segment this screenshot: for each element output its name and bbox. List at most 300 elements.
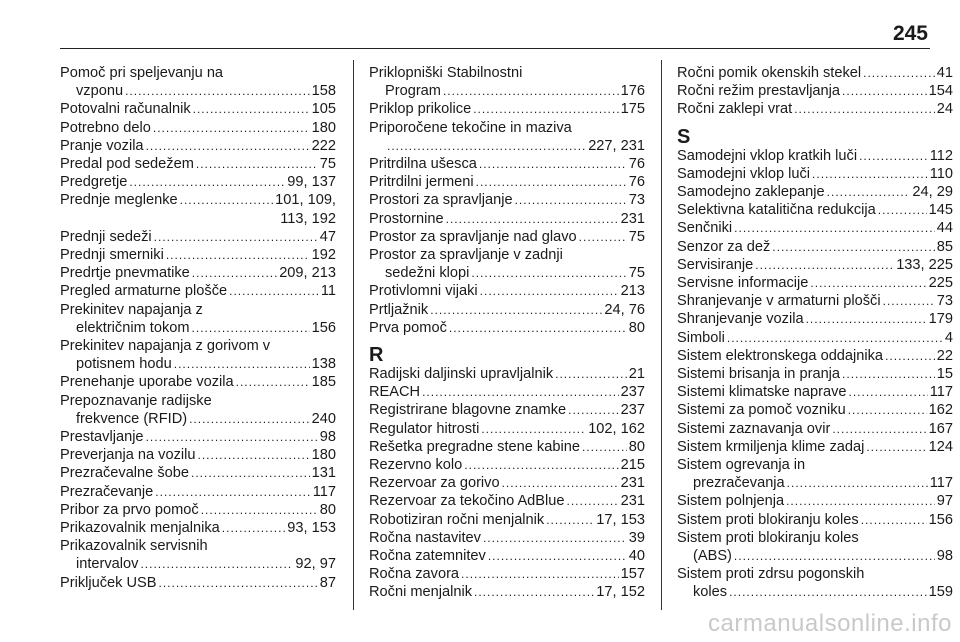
- entry-row: [60, 319, 336, 337]
- index-entry: [369, 529, 645, 547]
- entry-label: Predal pod sedežem: [60, 156, 194, 173]
- index-entry: [677, 82, 953, 100]
- dot-leader: [579, 228, 627, 246]
- entry-pages: 157: [620, 566, 645, 583]
- entry-label: Potovalni računalnik: [60, 101, 191, 118]
- entry-pages: 11: [320, 283, 336, 300]
- entry-pages: 117: [312, 483, 336, 500]
- entry-row: [677, 383, 953, 401]
- entry-label: Sistemi zaznavanja ovir: [677, 420, 831, 437]
- index-entry: [369, 301, 645, 319]
- entry-row: [60, 137, 336, 155]
- entry-pages: 131: [311, 465, 336, 482]
- index-entry: [369, 420, 645, 438]
- dot-leader: [555, 365, 627, 383]
- dot-leader: [772, 238, 934, 256]
- entry-pages: 227, 231: [588, 137, 645, 154]
- dot-leader: [443, 82, 619, 100]
- index-entry: [677, 219, 953, 237]
- index-entry: [369, 119, 645, 155]
- dot-leader: [866, 438, 926, 456]
- entry-label: Ročna zatemnitev: [369, 548, 486, 565]
- index-entry: [369, 401, 645, 419]
- index-entry: [369, 64, 645, 100]
- dot-leader: [471, 264, 626, 282]
- dot-leader: [546, 511, 594, 529]
- index-entry: [60, 173, 336, 191]
- watermark: carmanualsonline.info: [708, 610, 952, 637]
- index-entry: [60, 501, 336, 519]
- entry-row: [369, 137, 645, 155]
- entry-row: [677, 347, 953, 365]
- dot-leader: [842, 82, 927, 100]
- entry-label: Prikazovalnik menjalnika: [60, 520, 220, 537]
- index-entry: [369, 383, 645, 401]
- entry-label: Sistem elektronskega oddajnika: [677, 347, 884, 364]
- index-entry: [369, 246, 645, 282]
- entry-pages: 156: [311, 319, 336, 336]
- entry-label: Samodejni vklop kratkih luči: [677, 147, 858, 164]
- entry-pages-continuation: 113, 192: [280, 210, 336, 227]
- index-entry: [677, 365, 953, 383]
- entry-label: Pranje vozila: [60, 137, 144, 154]
- entry-label: Prednji smerniki: [60, 247, 164, 264]
- dot-leader: [806, 310, 927, 328]
- entry-label: REACH: [369, 384, 421, 401]
- entry-label: Radijski daljinski upravljalnik: [369, 366, 554, 383]
- index-entry: [60, 519, 336, 537]
- dot-leader: [236, 373, 310, 391]
- entry-row: [677, 100, 953, 118]
- entry-pages: 17, 153: [596, 511, 645, 528]
- index-entry: [369, 492, 645, 510]
- entry-row: [369, 82, 645, 100]
- entry-row: [60, 155, 336, 173]
- entry-label: prezračevanja: [693, 475, 785, 492]
- entry-row: [60, 119, 336, 137]
- index-entry: [677, 310, 953, 328]
- index-entry: [677, 401, 953, 419]
- entry-label: Ročni menjalnik: [369, 584, 473, 601]
- section-letter: R: [369, 344, 384, 367]
- entry-label: Pritrdilna ušesca: [369, 156, 477, 173]
- entry-pages: 15: [936, 366, 953, 383]
- dot-leader: [734, 219, 935, 237]
- dot-leader: [755, 256, 894, 274]
- dot-leader: [125, 82, 310, 100]
- entry-row: [677, 256, 953, 274]
- entry-label: Selektivna katalitična redukcija: [677, 202, 876, 219]
- entry-row: [677, 438, 953, 456]
- column-divider: [661, 60, 662, 610]
- entry-pages: 237: [620, 384, 645, 401]
- entry-pages: 24, 29: [912, 184, 953, 201]
- entry-row: [60, 501, 336, 519]
- entry-pages: 40: [628, 548, 645, 565]
- index-entry: [60, 119, 336, 137]
- dot-leader: [832, 420, 926, 438]
- index-entry: [369, 438, 645, 456]
- entry-label: Sistemi klimatske naprave: [677, 384, 847, 401]
- entry-pages: 159: [928, 584, 953, 601]
- entry-label: Shranjevanje v armaturni plošči: [677, 293, 881, 310]
- dot-leader: [885, 347, 935, 365]
- dot-leader: [488, 547, 627, 565]
- dot-leader: [446, 210, 619, 228]
- entry-label: Sistem krmiljenja klime zadaj: [677, 438, 865, 455]
- entry-row: [369, 365, 645, 383]
- index-entry: [677, 438, 953, 456]
- entry-label: Samodejni vklop luči: [677, 165, 811, 182]
- entry-row: [369, 474, 645, 492]
- dot-leader: [849, 383, 928, 401]
- dot-leader: [155, 483, 310, 501]
- dot-leader: [192, 319, 310, 337]
- entry-heading-line: Sistem proti blokiranju koles: [677, 529, 859, 546]
- entry-label: Pritrdilni jermeni: [369, 174, 474, 191]
- entry-row: [677, 401, 953, 419]
- entry-pages: 175: [620, 101, 645, 118]
- entry-label: Pregled armaturne plošče: [60, 283, 228, 300]
- entry-row: [60, 446, 336, 464]
- dot-leader: [193, 100, 310, 118]
- entry-heading-line: Prekinitev napajanja z gorivom v: [60, 338, 271, 355]
- entry-row: [60, 173, 336, 191]
- entry-pages: 209, 213: [279, 265, 336, 282]
- entry-pages: 112: [929, 147, 953, 164]
- entry-label: Pribor za prvo pomoč: [60, 501, 199, 518]
- entry-pages: 176: [620, 83, 645, 100]
- entry-pages: 93, 153: [287, 520, 336, 537]
- index-entry: [677, 256, 953, 274]
- dot-leader: [480, 282, 619, 300]
- entry-pages: 192: [311, 247, 336, 264]
- entry-pages: 76: [628, 174, 645, 191]
- entry-label: Rezervno kolo: [369, 457, 463, 474]
- entry-pages: 80: [628, 319, 645, 336]
- entry-pages: 237: [620, 402, 645, 419]
- entry-pages: 167: [928, 420, 953, 437]
- dot-leader: [140, 555, 293, 573]
- entry-row: [60, 191, 336, 209]
- index-entry: [369, 456, 645, 474]
- dot-leader: [430, 301, 602, 319]
- entry-pages: 92, 97: [295, 556, 336, 573]
- index-entry: [677, 165, 953, 183]
- entry-pages: 162: [928, 402, 953, 419]
- dot-leader: [812, 165, 928, 183]
- entry-row: [677, 583, 953, 601]
- entry-pages: 80: [319, 501, 336, 518]
- entry-row: [369, 191, 645, 209]
- entry-row: [369, 565, 645, 583]
- dot-leader: [180, 191, 273, 209]
- index-entry: [369, 155, 645, 173]
- entry-label: Robotiziran ročni menjalnik: [369, 511, 545, 528]
- index-entry: [677, 565, 953, 601]
- entry-row: [677, 82, 953, 100]
- entry-label: Servisiranje: [677, 256, 754, 273]
- entry-pages: 85: [936, 238, 953, 255]
- entry-row: [677, 329, 953, 347]
- entry-label: Ročni pomik okenskih stekel: [677, 65, 862, 81]
- dot-leader: [502, 474, 619, 492]
- entry-label: frekvence (RFID): [76, 410, 188, 427]
- entry-row: [369, 210, 645, 228]
- dot-leader: [166, 246, 310, 264]
- index-entry: [60, 228, 336, 246]
- entry-pages: 97: [936, 493, 953, 510]
- dot-leader: [159, 574, 318, 592]
- index-entry: [60, 483, 336, 501]
- entry-pages: 222: [311, 137, 336, 154]
- dot-leader: [883, 292, 935, 310]
- dot-leader: [848, 401, 927, 419]
- entry-label: Prtljažnik: [369, 301, 429, 318]
- entry-pages: 179: [928, 311, 953, 328]
- index-entry: [60, 282, 336, 300]
- entry-row: [369, 383, 645, 401]
- index-entry: [60, 537, 336, 573]
- entry-label: Ročni zaklepi vrat: [677, 101, 793, 118]
- dot-leader: [229, 282, 319, 300]
- entry-pages: 41: [936, 65, 953, 81]
- index-entry: [60, 337, 336, 373]
- entry-row: [677, 201, 953, 219]
- entry-row: [369, 228, 645, 246]
- index-entry: [677, 347, 953, 365]
- index-entry: [677, 201, 953, 219]
- dot-leader: [222, 519, 286, 537]
- index-entry: [369, 583, 645, 601]
- index-entry: [369, 547, 645, 565]
- entry-row: [60, 228, 336, 246]
- header-rule: [60, 48, 930, 49]
- entry-label: vzponu: [76, 83, 124, 100]
- entry-pages: 180: [311, 119, 336, 136]
- index-column-3: [677, 64, 953, 602]
- entry-pages: 73: [936, 293, 953, 310]
- entry-row: [677, 365, 953, 383]
- index-entry: [60, 64, 336, 100]
- entry-pages: 47: [319, 228, 336, 245]
- entry-label: (ABS): [693, 548, 732, 565]
- index-entry: [677, 292, 953, 310]
- index-entry: [677, 420, 953, 438]
- index-column-1: [60, 64, 336, 592]
- entry-row: [677, 420, 953, 438]
- entry-pages: 185: [311, 374, 336, 391]
- entry-row: [60, 246, 336, 264]
- entry-row: [677, 64, 953, 82]
- index-entry: [677, 511, 953, 529]
- index-entry: [60, 446, 336, 464]
- entry-label: Simboli: [677, 329, 725, 346]
- entry-pages: 101, 109,: [275, 192, 336, 209]
- entry-row: [369, 173, 645, 191]
- entry-pages: 154: [928, 83, 953, 100]
- entry-row: [369, 583, 645, 601]
- dot-leader: [582, 438, 627, 456]
- entry-row: [369, 264, 645, 282]
- entry-pages: 98: [319, 429, 336, 446]
- dot-leader: [863, 64, 935, 82]
- index-entry: [60, 155, 336, 173]
- entry-pages: 158: [311, 83, 336, 100]
- dot-leader: [192, 264, 277, 282]
- entry-row: [60, 483, 336, 501]
- entry-label: Rešetka pregradne stene kabine: [369, 438, 580, 455]
- entry-label: potisnem hodu: [76, 356, 172, 373]
- dot-leader: [387, 137, 586, 155]
- entry-heading-line: Priporočene tekočine in maziva: [369, 119, 572, 136]
- entry-label: Predgretje: [60, 174, 128, 191]
- index-entry: [677, 329, 953, 347]
- page-number: 245: [892, 22, 928, 45]
- entry-row: [60, 428, 336, 446]
- entry-label: Priključek USB: [60, 574, 157, 591]
- index-entry: [677, 238, 953, 256]
- dot-leader: [201, 501, 318, 519]
- entry-row: [369, 282, 645, 300]
- entry-pages: 75: [628, 265, 645, 282]
- dot-leader: [197, 446, 309, 464]
- index-entry: [369, 282, 645, 300]
- entry-row: [369, 492, 645, 510]
- dot-leader: [461, 565, 619, 583]
- index-entry: [677, 183, 953, 201]
- entry-row: [60, 82, 336, 100]
- dot-leader: [794, 100, 935, 118]
- entry-pages: 99, 137: [287, 174, 336, 191]
- entry-row: [369, 438, 645, 456]
- dot-leader: [827, 183, 911, 201]
- entry-heading-line: Prepoznavanje radijske: [60, 392, 212, 409]
- entry-label: Prezračevalne šobe: [60, 465, 189, 482]
- dot-leader: [859, 147, 928, 165]
- entry-label: Prostor za spravljanje nad glavo: [369, 228, 577, 245]
- entry-label: Shranjevanje vozila: [677, 311, 804, 328]
- entry-label: Prostornine: [369, 210, 444, 227]
- entry-label: Prednje meglenke: [60, 192, 178, 209]
- entry-label: Samodejno zaklepanje: [677, 184, 825, 201]
- entry-row: [369, 420, 645, 438]
- entry-row: [369, 100, 645, 118]
- entry-pages: 138: [311, 356, 336, 373]
- entry-heading-line: Priklopniški Stabilnostni: [369, 65, 523, 81]
- entry-row: [60, 100, 336, 118]
- entry-pages: 44: [936, 220, 953, 237]
- entry-pages: 231: [620, 475, 645, 492]
- dot-leader: [473, 100, 618, 118]
- dot-leader: [191, 464, 310, 482]
- entry-row: [677, 474, 953, 492]
- entry-pages: 39: [628, 529, 645, 546]
- entry-pages: 80: [628, 438, 645, 455]
- entry-row: [60, 410, 336, 428]
- entry-heading-line: Pomoč pri speljevanju na: [60, 65, 224, 81]
- dot-leader: [842, 365, 935, 383]
- index-entry: [677, 383, 953, 401]
- index-entry: [60, 574, 336, 592]
- dot-leader: [787, 474, 928, 492]
- entry-label: Rezervoar za tekočino AdBlue: [369, 493, 565, 510]
- entry-pages: 105: [311, 101, 336, 118]
- entry-label: Ročni režim prestavljanja: [677, 83, 841, 100]
- dot-leader: [479, 155, 627, 173]
- entry-row: [369, 319, 645, 337]
- entry-label: intervalov: [76, 556, 139, 573]
- dot-leader: [474, 583, 594, 601]
- index-entry: [369, 511, 645, 529]
- dot-leader: [727, 329, 943, 347]
- entry-label: Senzor za dež: [677, 238, 771, 255]
- entry-pages: 145: [928, 202, 953, 219]
- index-column-2: [369, 64, 645, 602]
- dot-leader: [422, 383, 619, 401]
- index-entry: [369, 173, 645, 191]
- index-entry: [369, 319, 645, 337]
- dot-leader: [734, 547, 935, 565]
- entry-row: [369, 529, 645, 547]
- entry-label: Ročna nastavitev: [369, 529, 481, 546]
- entry-label: Potrebno delo: [60, 119, 151, 136]
- entry-label: Sistemi brisanja in pranja: [677, 366, 841, 383]
- entry-label: koles: [693, 584, 728, 601]
- entry-label: Prostori za spravljanje: [369, 192, 513, 209]
- entry-pages: 24: [936, 101, 953, 118]
- dot-leader: [174, 355, 310, 373]
- entry-label: Sistemi za pomoč vozniku: [677, 402, 846, 419]
- entry-label: Ročna zavora: [369, 566, 460, 583]
- index-entry: [677, 64, 953, 82]
- entry-pages: 21: [628, 366, 645, 383]
- entry-row: [677, 165, 953, 183]
- entry-row: [369, 401, 645, 419]
- entry-pages: 231: [620, 210, 645, 227]
- entry-label: Prestavljanje: [60, 429, 144, 446]
- entry-label: Prednji sedeži: [60, 228, 152, 245]
- dot-leader: [481, 420, 586, 438]
- dot-leader: [568, 401, 619, 419]
- entry-pages: 225: [928, 275, 953, 292]
- entry-row: [677, 183, 953, 201]
- dot-leader: [196, 155, 318, 173]
- dot-leader: [515, 191, 627, 209]
- dot-leader: [189, 410, 310, 428]
- dot-leader: [146, 137, 310, 155]
- entry-row: [60, 519, 336, 537]
- entry-pages: 156: [928, 511, 953, 528]
- index-entry: [677, 492, 953, 510]
- entry-label: Sistem proti blokiranju koles: [677, 511, 859, 528]
- entry-heading-line: Prekinitev napajanja z: [60, 301, 203, 318]
- entry-pages: 124: [928, 438, 953, 455]
- entry-label: Prezračevanje: [60, 483, 154, 500]
- dot-leader: [129, 173, 285, 191]
- entry-pages: 117: [929, 475, 953, 492]
- entry-heading-line: Prostor za spravljanje v zadnji: [369, 247, 563, 264]
- entry-row: [677, 219, 953, 237]
- index-entry: [369, 191, 645, 209]
- dot-leader: [153, 119, 310, 137]
- index-entry: [60, 100, 336, 118]
- index-entry: [677, 529, 953, 565]
- index-entry: [60, 191, 336, 227]
- index-entry: [60, 301, 336, 337]
- entry-pages: 215: [620, 457, 645, 474]
- entry-label: Sistem polnjenja: [677, 493, 785, 510]
